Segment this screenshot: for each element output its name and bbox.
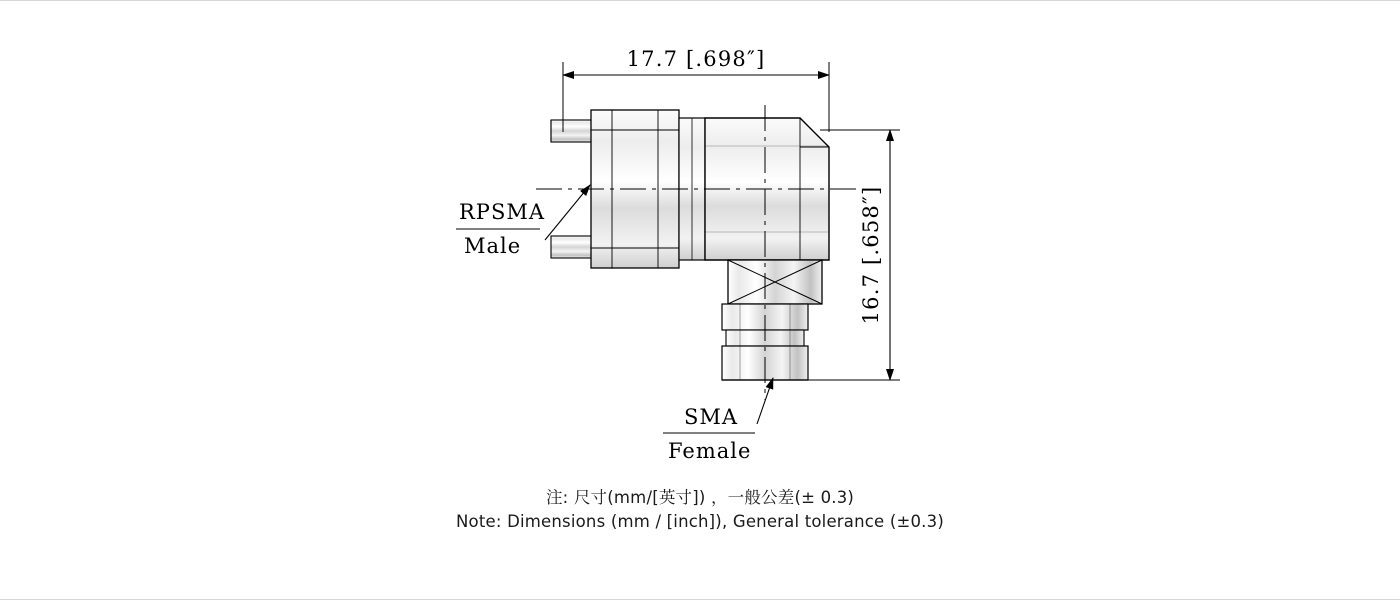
vertical-dimension-label: 16.7 [.658″] [859, 185, 883, 325]
notes-block [0, 486, 1400, 534]
callout-sma-line2: Female [668, 439, 752, 463]
connector-geometry [551, 110, 829, 380]
callout-sma-line1: SMA [684, 405, 739, 429]
callout-sma-female [663, 378, 773, 463]
horizontal-dimension-label: 17.7 [.698″] [626, 47, 766, 71]
callout-rpsma-line2: Male [464, 234, 522, 258]
note-chinese: 注: 尺寸(mm/[英寸]) ，一般公差(± 0.3) [545, 488, 855, 507]
callout-rpsma-line1: RPSMA [459, 200, 545, 224]
sma-hex-section [728, 260, 822, 304]
note-english: Note: Dimensions (mm / [inch]), General tolerance (±0.3) [456, 511, 944, 531]
